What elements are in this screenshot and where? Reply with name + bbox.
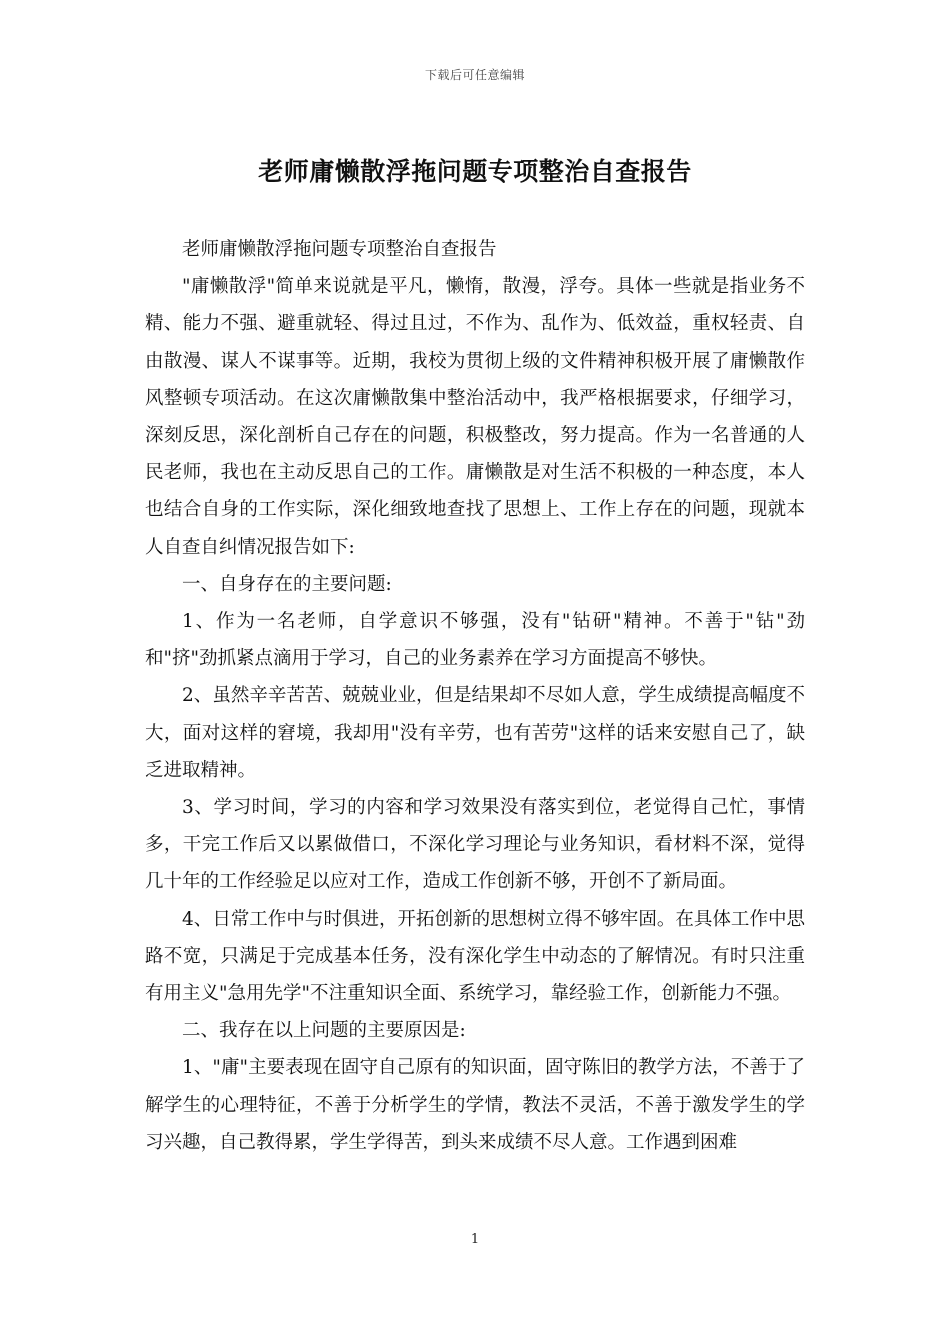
paragraph-intro: "庸懒散浮"简单来说就是平凡，懒惰，散漫，浮夸。具体一些就是指业务不精、能力不强、避重就轻、得过且过，不作为、乱作为、低效益，重权轻责、自由散漫、谋人不谋事等。近期，我校为贯彻上级的文件精神积极开展了庸懒散作风整顿专项活动。在这次庸懒散集中整治活动中，我严格根据要求，仔细学习，深刻反思，深化剖析自己存在的问题，积极整改，努力提高。作为一名普通的人民老师，我也在主动反思自己的工作。庸懒散是对生活不积极的一种态度，本人也结合自身的工作实际，深化细致地查找了思想上、工作上存在的问题，现就本人自查自纠情况报告如下: [145, 276, 805, 558]
paragraph-cause-1: 1、"庸"主要表现在固守自己原有的知识面，固守陈旧的教学方法，不善于了解学生的心理特征，不善于分析学生的学情，教法不灵活，不善于激发学生的学习兴趣，自己教得累，学生学得苦，到头来成绩不尽人意。工作遇到困难 [145, 1057, 805, 1153]
section-heading-problems: 一、自身存在的主要问题: [182, 573, 392, 595]
paragraph-problem-3: 3、学习时间，学习的内容和学习效果没有落实到位，老觉得自己忙，事情多，干完工作后又以累做借口，不深化学习理论与业务知识，看材料不深，觉得几十年的工作经验足以应对工作，造成工作创新不够，开创不了新局面。 [145, 797, 805, 893]
paragraph-subtitle: 老师庸懒散浮拖问题专项整治自查报告 [182, 239, 497, 260]
document-title: 老师庸懒散浮拖问题专项整治自查报告 [258, 157, 692, 186]
page-number: 1 [470, 1232, 480, 1247]
paragraph-problem-4: 4、日常工作中与时俱进，开拓创新的思想树立得不够牢固。在具体工作中思路不宽，只满足于完成基本任务，没有深化学生中动态的了解情况。有时只注重有用主义"急用先学"不注重知识全面、系统学习，靠经验工作，创新能力不强。 [145, 908, 805, 1005]
paragraph-problem-2: 2、虽然辛辛苦苦、兢兢业业，但是结果却不尽如人意，学生成绩提高幅度不大，面对这样的窘境，我却用"没有辛劳，也有苦劳"这样的话来安慰自己了，缺乏进取精神。 [145, 685, 805, 781]
paragraph-problem-1: 1、作为一名老师，自学意识不够强，没有"钻研"精神。不善于"钻"劲和"挤"劲抓紧点滴用于学习，自己的业务素养在学习方面提高不够快。 [145, 611, 805, 670]
document-body [145, 231, 805, 1161]
section-heading-causes: 二、我存在以上问题的主要原因是: [182, 1020, 466, 1042]
page-header-note: 下载后可任意编辑 [424, 68, 525, 82]
